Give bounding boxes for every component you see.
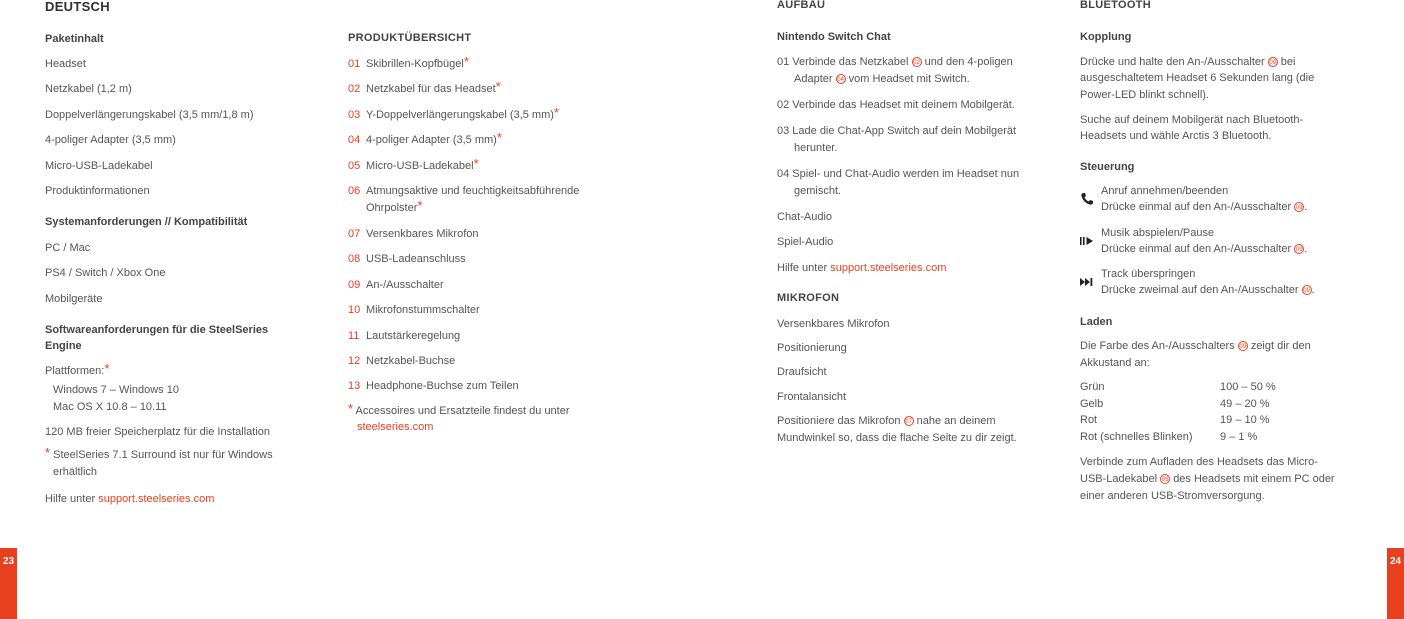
platform-windows: Windows 7 – Windows 10 bbox=[53, 384, 179, 396]
setup-step-01: 01 Verbinde das Netzkabel 02 und den 4-poligen bbox=[777, 56, 1013, 68]
battery-row: Grün 100 – 50 % bbox=[1080, 381, 1276, 393]
page-number-left: 23 bbox=[2, 556, 15, 567]
control-desc: Drücke zweimal auf den An-/Ausschalter 09 . bbox=[1101, 284, 1315, 296]
asterisk: * bbox=[45, 445, 51, 460]
system-heading: Systemanforderungen // Kompatibilität bbox=[45, 216, 248, 228]
ref-circle: 09 bbox=[1294, 244, 1304, 254]
control-title: Track überspringen bbox=[1101, 268, 1196, 280]
support-link[interactable]: support.steelseries.com bbox=[98, 493, 215, 505]
charging-heading: Laden bbox=[1080, 316, 1113, 328]
ref-circle: 09 bbox=[1294, 202, 1304, 212]
surround-note: * SteelSeries 7.1 Surround ist nur für Windows bbox=[45, 445, 273, 461]
mic-item: Frontalansicht bbox=[777, 391, 847, 403]
overview-item: 01 Skibrillen-Kopfbügel* bbox=[348, 54, 469, 70]
page-number-bar-right bbox=[1387, 548, 1404, 619]
control-play-pause bbox=[1080, 226, 1365, 260]
battery-row: Rot (schnelles Blinken) 9 – 1 % bbox=[1080, 431, 1258, 443]
ref-circle: 07 bbox=[904, 416, 914, 426]
controls-heading: Steuerung bbox=[1080, 161, 1135, 173]
package-item: 4-poliger Adapter (3,5 mm) bbox=[45, 134, 176, 146]
battery-row: Rot 19 – 10 % bbox=[1080, 414, 1270, 426]
search-text: Suche auf deinem Mobilgerät nach Bluetooth- bbox=[1080, 114, 1304, 126]
product-overview-heading: PRODUKTÜBERSICHT bbox=[348, 32, 472, 44]
overview-item: 13 Headphone-Buchse zum Teilen bbox=[348, 380, 519, 392]
platform-mac: Mac OS X 10.8 – 10.11 bbox=[53, 401, 167, 413]
package-item: Produktinformationen bbox=[45, 185, 150, 197]
charging-instructions: Verbinde zum Aufladen des Headsets das Micro- bbox=[1080, 456, 1318, 468]
play-pause-icon bbox=[1080, 234, 1094, 248]
system-item: Mobilgeräte bbox=[45, 293, 103, 305]
setup-heading: AUFBAU bbox=[777, 0, 826, 11]
overview-item: 03 Y-Doppelverlängerungskabel (3,5 mm)* bbox=[348, 105, 559, 121]
overview-item: 08 USB-Ladeanschluss bbox=[348, 253, 466, 265]
ref-circle: 09 bbox=[1302, 285, 1312, 295]
skip-forward-icon bbox=[1080, 275, 1094, 289]
ref-circle: 02 bbox=[912, 57, 922, 67]
setup-step-03-line2: herunter. bbox=[794, 142, 838, 154]
overview-item: 07 Versenkbares Mikrofon bbox=[348, 228, 479, 240]
setup-step-01-line2: Adapter 04 vom Headset mit Switch. bbox=[794, 73, 970, 85]
overview-item: 04 4-poliger Adapter (3,5 mm)* bbox=[348, 130, 502, 146]
setup-step-04: 04 Spiel- und Chat-Audio werden im Headset nun bbox=[777, 168, 1020, 180]
charging-instructions-line2: USB-Ladekabel 05 des Headsets mit einem PC oder bbox=[1080, 473, 1335, 485]
mic-positioning-text: Positioniere das Mikrofon 07 nahe an deinem bbox=[777, 415, 996, 427]
help-line: Hilfe unter support.steelseries.com bbox=[777, 262, 947, 274]
control-call bbox=[1080, 184, 1365, 218]
microphone-heading: MIKROFON bbox=[777, 292, 840, 304]
system-item: PC / Mac bbox=[45, 242, 91, 254]
overview-item: 05 Micro-USB-Ladekabel* bbox=[348, 156, 479, 172]
support-link[interactable]: support.steelseries.com bbox=[830, 262, 947, 274]
platforms-label: Plattformen:* bbox=[45, 361, 110, 377]
charging-text: Die Farbe des An-/Ausschalters 09 zeigt dir den bbox=[1080, 340, 1311, 352]
overview-item: 10 Mikrofonstummschalter bbox=[348, 304, 480, 316]
software-heading: Softwareanforderungen für die SteelSeries bbox=[45, 324, 269, 336]
charging-text-line2: Akkustand an: bbox=[1080, 357, 1150, 369]
control-title: Anruf annehmen/beenden bbox=[1101, 185, 1229, 197]
accessories-note: * Accessoires und Ersatzteile findest du unter bbox=[348, 401, 570, 417]
surround-note-line2: erhältlich bbox=[53, 466, 98, 478]
help-line: Hilfe unter support.steelseries.com bbox=[45, 493, 215, 505]
ref-circle: 09 bbox=[1268, 57, 1278, 67]
steelseries-link[interactable]: steelseries.com bbox=[357, 421, 434, 433]
control-desc: Drücke einmal auf den An-/Ausschalter 09 . bbox=[1101, 243, 1308, 255]
control-skip bbox=[1080, 267, 1365, 301]
package-heading: Paketinhalt bbox=[45, 33, 104, 45]
page-number-bar-left bbox=[0, 548, 17, 619]
overview-item: 02 Netzkabel für das Headset* bbox=[348, 79, 501, 95]
setup-step-03: 03 Lade die Chat-App Switch auf dein Mobilgerät bbox=[777, 125, 1017, 137]
asterisk: * bbox=[104, 361, 110, 376]
ref-circle: 09 bbox=[1238, 341, 1248, 351]
overview-item: 12 Netzkabel-Buchse bbox=[348, 355, 456, 367]
pairing-text: Drücke und halte den An-/Ausschalter 09 bei bbox=[1080, 56, 1296, 68]
page-number-right: 24 bbox=[1389, 556, 1402, 567]
setup-step-02: 02 Verbinde das Headset mit deinem Mobilgerät. bbox=[777, 99, 1015, 111]
overview-item: 06 Atmungsaktive und feuchtigkeitsabführende bbox=[348, 185, 580, 197]
mic-positioning-text-line2: Mundwinkel so, dass die flache Seite zu dir zeigt. bbox=[777, 432, 1017, 444]
system-item: PS4 / Switch / Xbox One bbox=[45, 267, 166, 279]
phone-icon bbox=[1080, 192, 1094, 206]
ref-circle: 05 bbox=[1160, 474, 1170, 484]
ref-circle: 04 bbox=[836, 74, 846, 84]
storage-requirement: 120 MB freier Speicherplatz für die Installation bbox=[45, 426, 271, 438]
language-title: DEUTSCH bbox=[45, 0, 110, 14]
bluetooth-heading: BLUETOOTH bbox=[1080, 0, 1151, 11]
pairing-text-line2: ausgeschaltetem Headset 6 Sekunden lang (die bbox=[1080, 72, 1315, 84]
pairing-text-line3: Power-LED blinkt schnell). bbox=[1080, 89, 1209, 101]
overview-item: 09 An-/Ausschalter bbox=[348, 279, 444, 291]
overview-item: 11 Lautstärkeregelung bbox=[348, 330, 461, 342]
control-title: Musik abspielen/Pause bbox=[1101, 227, 1215, 239]
charging-instructions-line3: einer anderen USB-Stromversorgung. bbox=[1080, 490, 1265, 502]
overview-item-line2: Ohrpolster* bbox=[366, 198, 423, 214]
game-audio-label: Spiel-Audio bbox=[777, 236, 834, 248]
search-text-line2: Headsets und wähle Arctis 3 Bluetooth. bbox=[1080, 130, 1272, 142]
chat-audio-label: Chat-Audio bbox=[777, 211, 833, 223]
accessories-link-line bbox=[357, 420, 618, 435]
control-desc: Drücke einmal auf den An-/Ausschalter 09 . bbox=[1101, 201, 1308, 213]
pairing-heading: Kopplung bbox=[1080, 31, 1132, 43]
switch-chat-heading: Nintendo Switch Chat bbox=[777, 31, 891, 43]
mic-item: Versenkbares Mikrofon bbox=[777, 318, 890, 330]
mic-item: Draufsicht bbox=[777, 366, 827, 378]
package-item: Doppelverlängerungskabel (3,5 mm/1,8 m) bbox=[45, 109, 254, 121]
mic-item: Positionierung bbox=[777, 342, 847, 354]
package-item: Micro-USB-Ladekabel bbox=[45, 160, 153, 172]
package-item: Netzkabel (1,2 m) bbox=[45, 83, 132, 95]
software-heading-line2: Engine bbox=[45, 340, 82, 352]
setup-step-04-line2: gemischt. bbox=[794, 185, 842, 197]
battery-row: Gelb 49 – 20 % bbox=[1080, 398, 1270, 410]
package-item: Headset bbox=[45, 58, 86, 70]
